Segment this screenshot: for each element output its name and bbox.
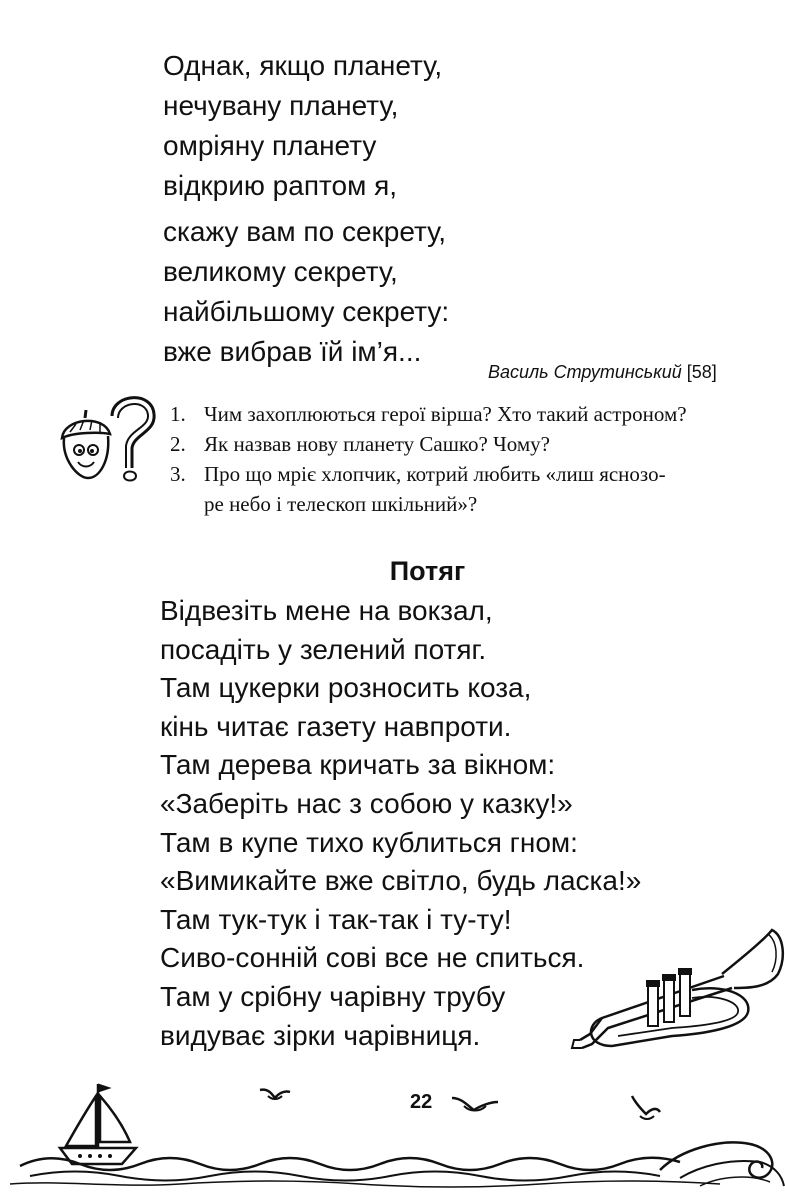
wave-icon [0, 1130, 785, 1190]
source-reference: [58] [686, 362, 717, 382]
question-text: Чим захоплюються герої вірша? Хто такий астроном? [204, 402, 687, 426]
poem-line: Там тук-тук і так-так і ту-ту! [160, 903, 512, 935]
question-text: Про що мріє хлопчик, котрий любить «лиш яснозо- [204, 462, 666, 486]
poem-line: Там в купе тихо кублиться гном: [160, 826, 578, 858]
seagull-icon [628, 1094, 662, 1124]
seagull-icon [258, 1086, 292, 1106]
stanza-1 [163, 46, 442, 206]
trumpet-icon [572, 928, 785, 1058]
poem-line: посадіть у зелений потяг. [160, 633, 487, 665]
author-name: Василь Струтинський [488, 362, 682, 382]
poem-line: нечувану планету, [163, 90, 399, 121]
poem-line: Там у срібну чарівну трубу [160, 980, 506, 1012]
question-text: Як назвав нову планету Сашко? Чому? [204, 432, 550, 456]
acorn-question-icon [52, 388, 162, 488]
seagull-icon [450, 1094, 500, 1118]
question-number: 2. [170, 432, 186, 456]
poem-line: вже вибрав їй ім’я... [163, 336, 422, 367]
question-number: 3. [170, 462, 186, 486]
poem-line: Там дерева кричать за вікном: [160, 749, 556, 781]
poem-line: відкрию раптом я, [163, 170, 398, 201]
page-number: 22 [410, 1091, 433, 1113]
poem-line: Однак, якщо планету, [163, 50, 443, 81]
poem-line: Там цукерки розносить коза, [160, 672, 532, 704]
author-attribution [488, 362, 717, 383]
poem-line: Відвезіть мене на вокзал, [160, 595, 493, 626]
poem-line: кінь читає газету навпроти. [160, 710, 512, 742]
question-item [170, 399, 687, 429]
poem-title: Потяг [389, 556, 466, 586]
question-continuation: ре небо і телескоп шкільний»? [204, 492, 478, 516]
poem-line: видуває зірки чарівниця. [160, 1019, 481, 1051]
poem-line: омріяну планету [163, 130, 377, 161]
poem-line: найбільшому секрету: [163, 296, 450, 327]
question-item [170, 459, 687, 489]
poem-line: «Вимикайте вже світло, будь ласка!» [160, 865, 642, 897]
question-item [170, 429, 687, 459]
poem-line: «Заберіть нас з собою у казку!» [160, 787, 573, 819]
poem-body [160, 592, 641, 1055]
poem-line: великому секрету, [163, 256, 398, 287]
question-number: 1. [170, 402, 186, 426]
question-list [170, 399, 687, 519]
poem-line: Сиво-сонній сові все не спиться. [160, 942, 585, 974]
stanza-2 [163, 212, 449, 372]
poem-line: скажу вам по секрету, [163, 216, 447, 247]
